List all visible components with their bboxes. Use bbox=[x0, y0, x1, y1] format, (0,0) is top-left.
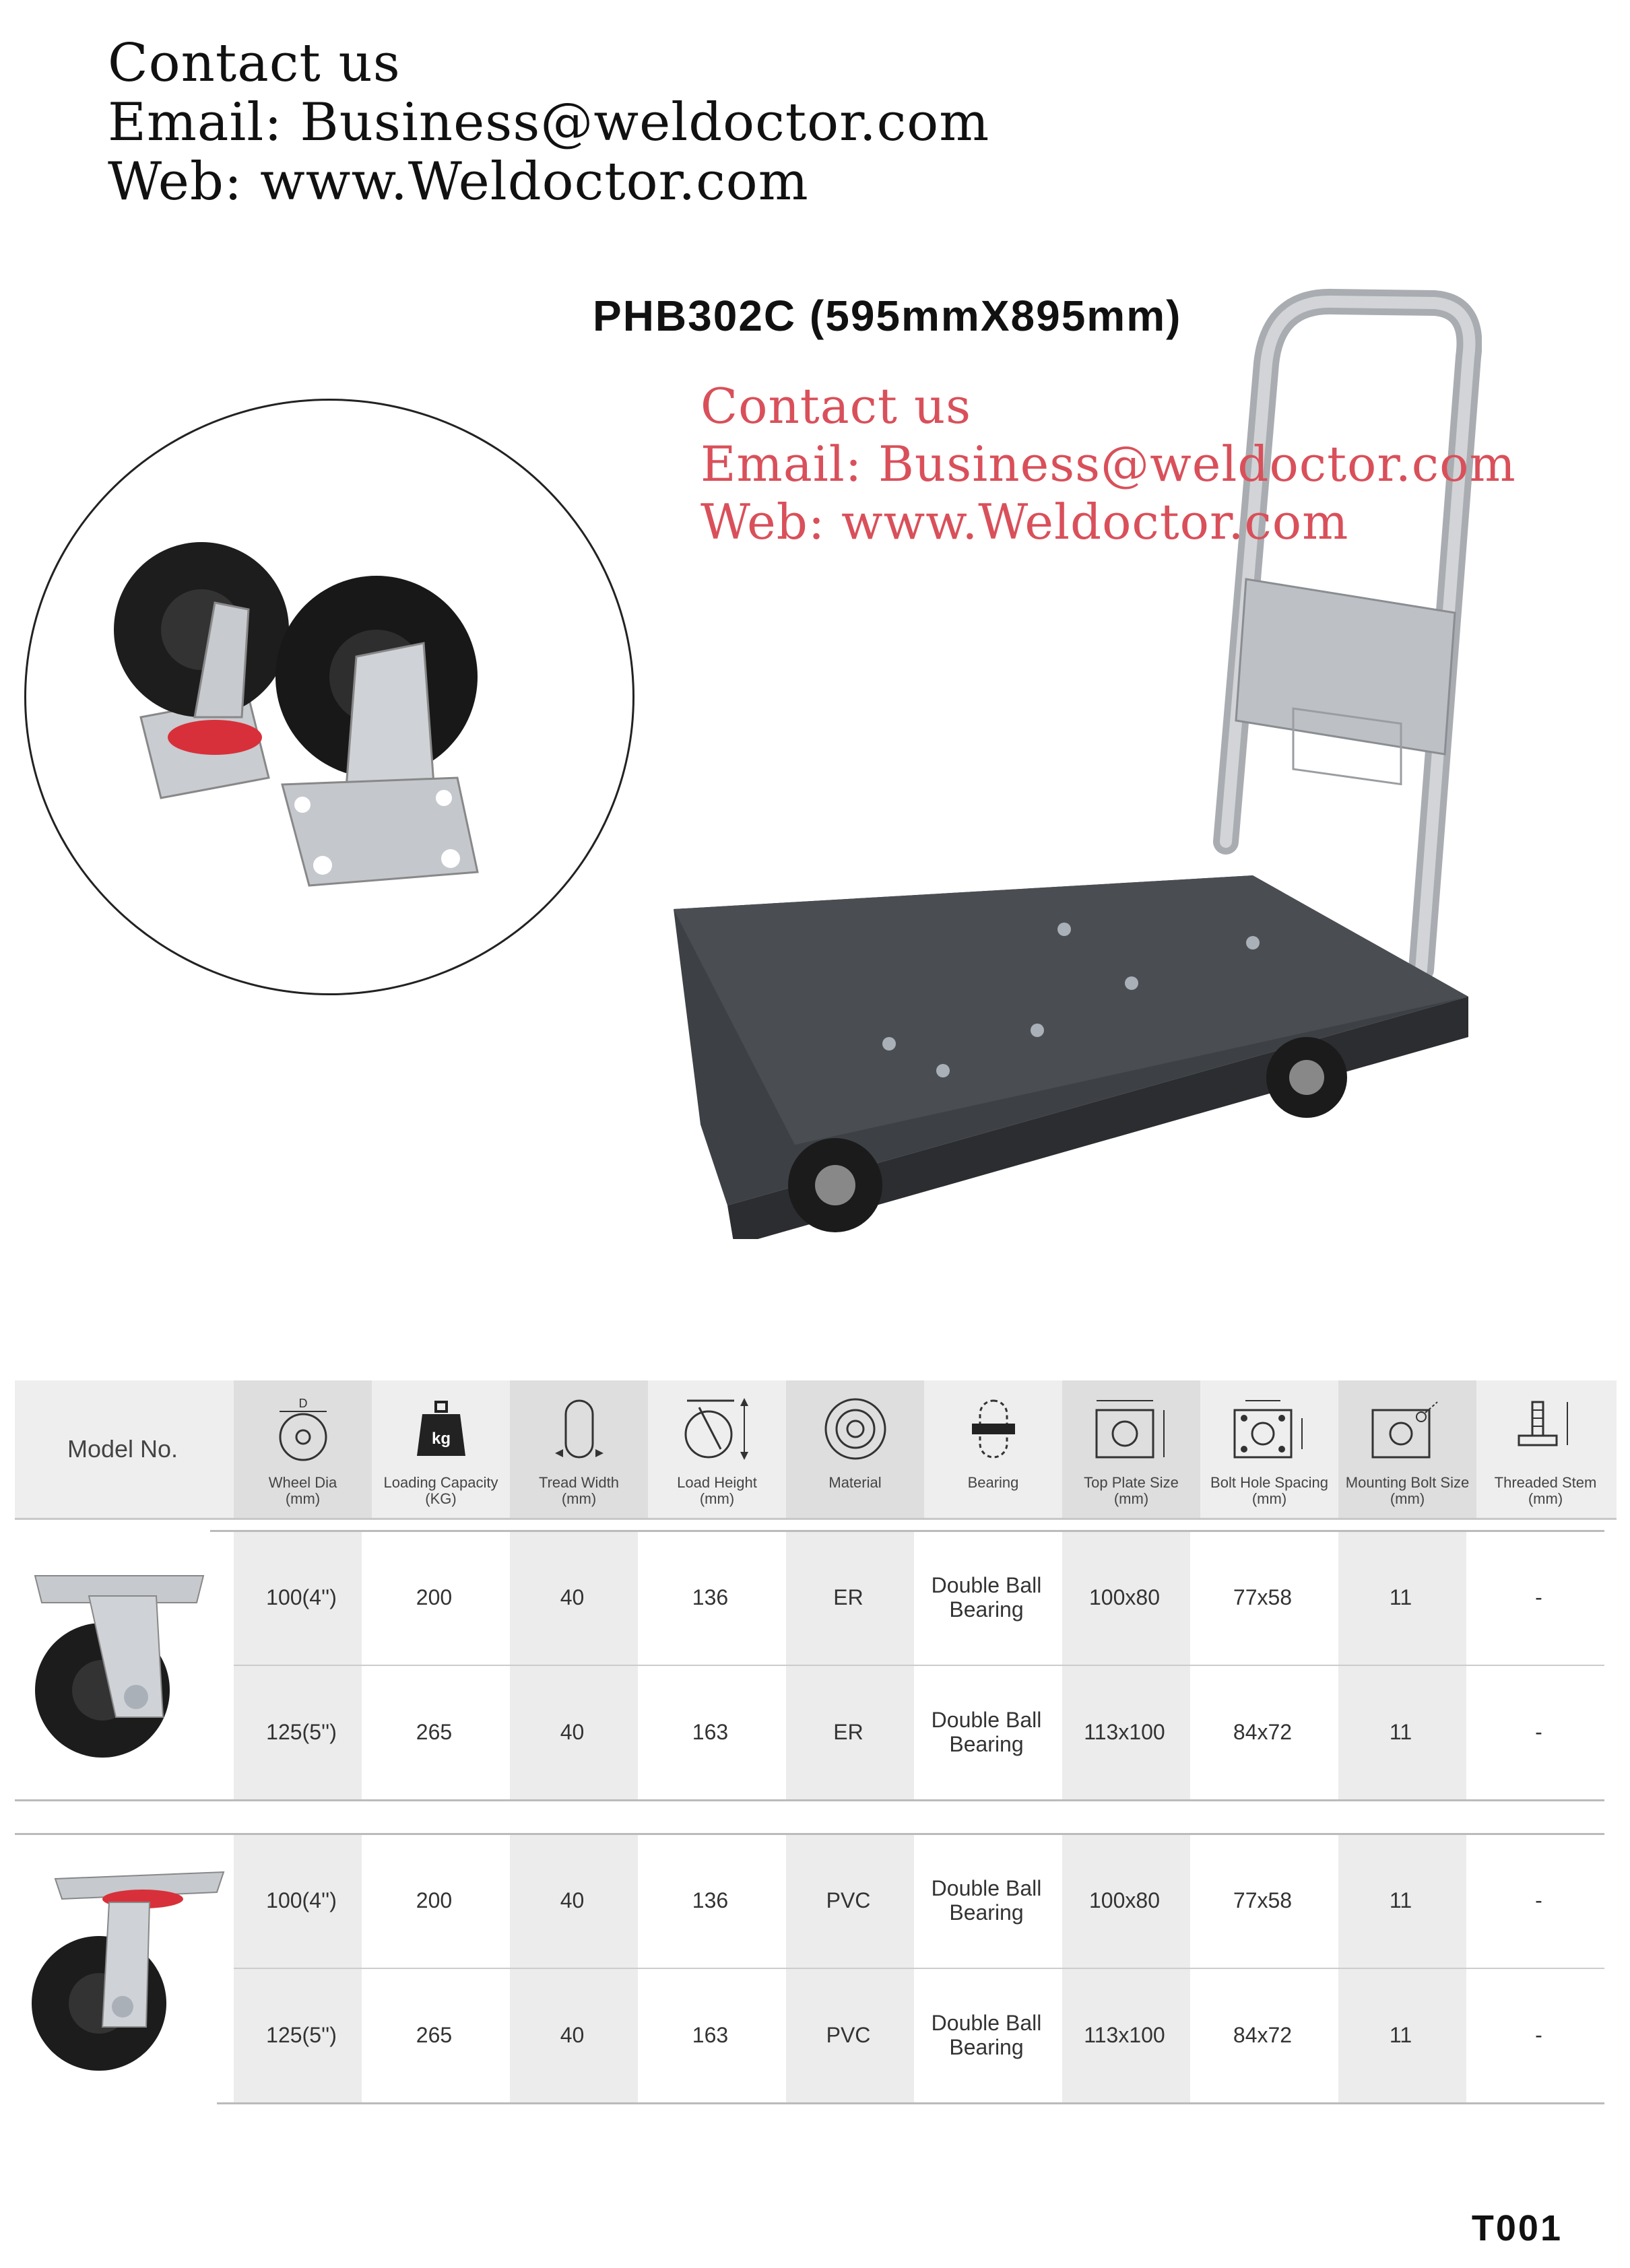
cell-height: 136 bbox=[692, 1585, 729, 1609]
cell-stem: - bbox=[1535, 2023, 1542, 2047]
top-plate-size-icon bbox=[1091, 1395, 1172, 1463]
cell-plate: 113x100 bbox=[1084, 1720, 1165, 1744]
bearing-line1: Double Ball bbox=[931, 1708, 1042, 1732]
cell-tread: 40 bbox=[560, 1720, 585, 1744]
cell-material: ER bbox=[833, 1720, 863, 1744]
col-header-loading-capacity bbox=[372, 1380, 510, 1518]
svg-text:kg: kg bbox=[431, 1430, 451, 1448]
col-label: Bearing bbox=[967, 1474, 1019, 1491]
col-label: Load Height bbox=[677, 1474, 757, 1491]
header-divider bbox=[15, 1518, 1617, 1520]
cell-bolt: 11 bbox=[1389, 1888, 1412, 1912]
col-unit: (KG) bbox=[425, 1490, 457, 1507]
fixed-caster-image bbox=[28, 1569, 210, 1771]
bolt-hole-spacing-icon bbox=[1229, 1395, 1310, 1463]
cell-wheel: 100(4'') bbox=[266, 1585, 337, 1609]
col-header-bearing bbox=[924, 1380, 1062, 1518]
contact-email: Email: Business@weldoctor.com bbox=[108, 92, 990, 153]
load-height-icon bbox=[680, 1395, 754, 1463]
cell-tread: 40 bbox=[560, 2023, 585, 2047]
col-header-bolt-hole-spacing bbox=[1200, 1380, 1338, 1518]
col-label: Material bbox=[828, 1474, 882, 1491]
bearing-icon bbox=[967, 1395, 1020, 1463]
cell-bearing bbox=[917, 2011, 1055, 2059]
cell-bolt: 11 bbox=[1389, 1720, 1412, 1744]
cell-stem: - bbox=[1535, 1888, 1542, 1912]
cell-stem: - bbox=[1535, 1585, 1542, 1609]
contact-web: Web: www.Weldoctor.com bbox=[108, 152, 809, 212]
bearing-line1: Double Ball bbox=[931, 1573, 1042, 1597]
cell-spacing: 77x58 bbox=[1233, 1585, 1293, 1609]
cell-tread: 40 bbox=[560, 1888, 585, 1912]
cell-material: ER bbox=[833, 1585, 863, 1609]
cell-height: 136 bbox=[692, 1888, 729, 1912]
group-top-line bbox=[210, 1530, 1604, 1532]
contact-web-overlay: Web: www.Weldoctor.com bbox=[700, 494, 1349, 550]
contact-heading: Contact us bbox=[108, 33, 401, 94]
col-header-wheel-dia bbox=[234, 1380, 372, 1518]
loading-capacity-icon bbox=[414, 1395, 468, 1463]
col-label: Top Plate Size bbox=[1084, 1474, 1179, 1491]
model-no-header: Model No. bbox=[67, 1435, 178, 1463]
cell-material: PVC bbox=[826, 2023, 871, 2047]
cell-material: PVC bbox=[826, 1888, 871, 1912]
col-unit: (mm) bbox=[699, 1490, 735, 1507]
col-label: Threaded Stem bbox=[1494, 1474, 1597, 1491]
cell-capacity: 265 bbox=[416, 1720, 453, 1744]
col-label: Wheel Dia bbox=[268, 1474, 337, 1491]
bearing-line2: Bearing bbox=[949, 2035, 1024, 2059]
cell-capacity: 200 bbox=[416, 1585, 453, 1609]
svg-text:D: D bbox=[298, 1397, 307, 1410]
bearing-line2: Bearing bbox=[949, 1900, 1024, 1925]
col-unit: (mm) bbox=[561, 1490, 597, 1507]
bearing-line1: Double Ball bbox=[931, 1876, 1042, 1900]
cell-bearing bbox=[917, 1708, 1055, 1756]
cell-capacity: 265 bbox=[416, 2023, 453, 2047]
col-header-material bbox=[786, 1380, 924, 1518]
col-unit: (mm) bbox=[1528, 1490, 1563, 1507]
cell-plate: 100x80 bbox=[1089, 1888, 1160, 1912]
cell-plate: 113x100 bbox=[1084, 2023, 1165, 2047]
cell-bearing bbox=[917, 1876, 1055, 1925]
col-header-threaded-stem bbox=[1476, 1380, 1615, 1518]
contact-email-overlay: Email: Business@weldoctor.com bbox=[700, 436, 1516, 492]
bearing-line1: Double Ball bbox=[931, 2011, 1042, 2035]
contact-block-top bbox=[108, 34, 989, 211]
caster-photo-circle bbox=[24, 399, 634, 995]
cell-stem: - bbox=[1535, 1720, 1542, 1744]
group-top-line bbox=[15, 1833, 1604, 1835]
group-bottom-line bbox=[15, 1799, 1604, 1801]
row-divider bbox=[234, 1665, 1604, 1666]
group-bottom-line bbox=[217, 2102, 1604, 2104]
tread-width-icon bbox=[552, 1395, 606, 1463]
col-unit: (mm) bbox=[1390, 1490, 1425, 1507]
cell-capacity: 200 bbox=[416, 1888, 453, 1912]
table-header bbox=[15, 1380, 1617, 1518]
col-header-load-height bbox=[648, 1380, 786, 1518]
threaded-stem-icon bbox=[1512, 1395, 1579, 1463]
page-code: T001 bbox=[1471, 2208, 1563, 2248]
cell-bearing bbox=[917, 1573, 1055, 1622]
cell-tread: 40 bbox=[560, 1585, 585, 1609]
contact-heading-overlay: Contact us bbox=[700, 378, 972, 434]
col-header-tread-width bbox=[510, 1380, 648, 1518]
cell-wheel: 100(4'') bbox=[266, 1888, 337, 1912]
row-divider bbox=[234, 1968, 1604, 1969]
col-header-mounting-bolt-size bbox=[1338, 1380, 1476, 1518]
col-unit: (mm) bbox=[285, 1490, 321, 1507]
cell-height: 163 bbox=[692, 1720, 729, 1744]
product-title: PHB302C (595mmX895mm) bbox=[593, 292, 1182, 340]
cell-plate: 100x80 bbox=[1089, 1585, 1160, 1609]
cell-spacing: 77x58 bbox=[1233, 1888, 1293, 1912]
col-unit: (mm) bbox=[1113, 1490, 1149, 1507]
bearing-line2: Bearing bbox=[949, 1597, 1024, 1622]
col-label: Bolt Hole Spacing bbox=[1210, 1474, 1328, 1491]
mounting-bolt-size-icon bbox=[1367, 1395, 1448, 1463]
col-label: Tread Width bbox=[538, 1474, 619, 1491]
material-icon bbox=[822, 1395, 889, 1463]
bearing-line2: Bearing bbox=[949, 1732, 1024, 1756]
cell-spacing: 84x72 bbox=[1233, 1720, 1293, 1744]
col-unit: (mm) bbox=[1251, 1490, 1287, 1507]
col-header-top-plate-size bbox=[1062, 1380, 1200, 1518]
caster-pair-illustration bbox=[26, 401, 632, 993]
col-label: Mounting Bolt Size bbox=[1345, 1474, 1470, 1491]
contact-block-overlay bbox=[700, 377, 1516, 551]
cell-spacing: 84x72 bbox=[1233, 2023, 1293, 2047]
swivel-caster-image bbox=[28, 1865, 230, 2081]
cell-bolt: 11 bbox=[1389, 1585, 1412, 1609]
cell-wheel: 125(5'') bbox=[266, 1720, 337, 1744]
col-label: Loading Capacity bbox=[383, 1474, 498, 1491]
cell-height: 163 bbox=[692, 2023, 729, 2047]
wheel-dia-icon bbox=[273, 1395, 333, 1463]
cell-wheel: 125(5'') bbox=[266, 2023, 337, 2047]
cell-bolt: 11 bbox=[1389, 2023, 1412, 2047]
